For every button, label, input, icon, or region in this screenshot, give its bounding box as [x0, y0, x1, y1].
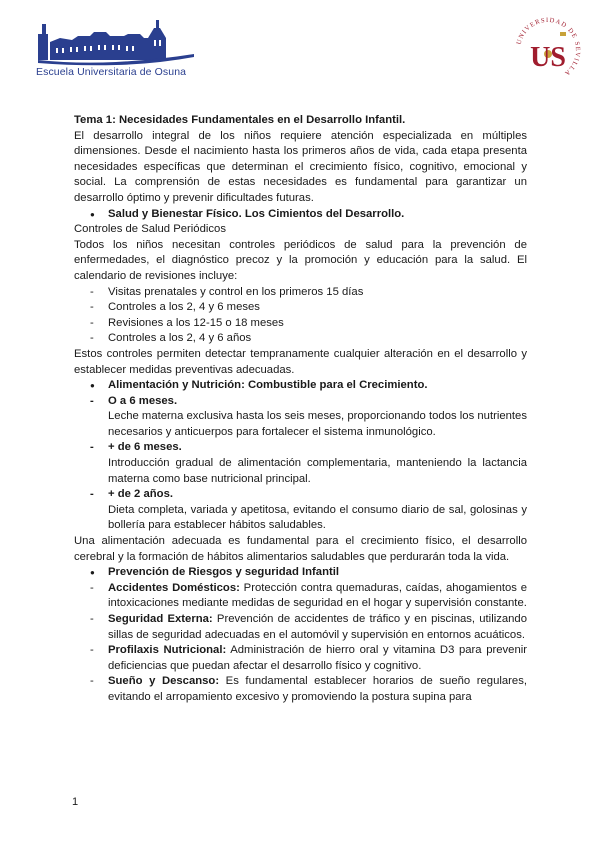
section-heading-alimentacion: ● Alimentación y Nutrición: Combustible para el Crecimiento.: [74, 378, 527, 394]
list-item: - Controles a los 2, 4 y 6 meses: [74, 300, 527, 316]
list-item: [74, 581, 527, 612]
paragraph-controles-closing: Estos controles permiten detectar tempranamente cualquier alteración en el desarrollo y establecer medidas preventivas adecuadas.: [74, 347, 527, 376]
section-heading-prevencion: ● Prevención de Riesgos y seguridad Infantil: [74, 565, 527, 581]
list-item-label: - O a 6 meses.: [74, 394, 527, 410]
list-item-label: Profilaxis Nutricional:: [108, 644, 227, 657]
list-item-label: Sueño y Descanso:: [108, 675, 220, 688]
list-item-label: Accidentes Domésticos:: [108, 581, 240, 594]
document-body: [74, 113, 527, 706]
list-item-text: Es fundamental establecer horarios de sueño regulares, evitando el arropamiento excesivo y promoviendo la postura supina para: [108, 675, 527, 703]
list-item: - Visitas prenatales y control en los primeros 15 días: [74, 285, 527, 301]
svg-text:UNIVERSIDAD DE SEVILLA: UNIVERSIDAD DE SEVILLA: [515, 16, 582, 78]
subheading-controles: Controles de Salud Periódicos: [74, 223, 226, 236]
list-item-text: Dieta completa, variada y apetitosa, evitando el consumo diario de sal, golosinas y bollería para establecer hábitos saludables.: [108, 503, 527, 532]
list-item-text: Prevención de accidentes de tráfico y en piscinas, utilizando sillas de seguridad adecuadas en el automóvil y supervisión en entornos acuáticos.: [108, 613, 527, 641]
paragraph-alimentacion-closing: Una alimentación adecuada es fundamental para el crecimiento físico, el desarrollo cerebral y la formación de hábitos alimentarios saludables que perdurarán toda la vida.: [74, 535, 527, 563]
page-title: Tema 1: Necesidades Fundamentales en el Desarrollo Infantil.: [74, 114, 406, 126]
intro-paragraph: El desarrollo integral de los niños requiere atención especializada en múltiples dimensiones. Desde el nacimiento hasta los primeros años de vida, cada etapa presenta necesidades específicas que determinan el crecimiento físico, cognitivo, emocional y social. La comprensión de estas necesidades es fundamental para garantizar un desarrollo óptimo y prevenir dificultades futuras.: [74, 129, 527, 204]
list-item: - Controles a los 2, 4 y 6 años: [74, 331, 527, 347]
building-logo-icon: [36, 14, 196, 66]
list-item-label: Seguridad Externa:: [108, 613, 213, 625]
page-number: 1: [72, 796, 79, 808]
list-item: [74, 612, 527, 643]
list-item-text: Administración de hierro oral y vitamina D3 para prevenir deficiencias que puedan afectar el desarrollo físico y cognitivo.: [108, 644, 528, 672]
logo-caption: Escuela Universitaria de Osuna: [36, 66, 187, 78]
page-header: [0, 0, 600, 100]
us-monogram: US: [530, 42, 566, 73]
list-item-label: - + de 2 años.: [74, 487, 527, 503]
paragraph-controles: Todos los niños necesitan controles periódicos de salud para la prevención de enfermedades, el diagnóstico precoz y la promoción y educación para la salud. El calendario de revisiones incluye:: [74, 238, 527, 282]
list-item-label: - + de 6 meses.: [74, 440, 527, 456]
list-item: [74, 643, 527, 674]
section-heading-salud: ● Salud y Bienestar Físico. Los Cimientos del Desarrollo.: [74, 207, 527, 223]
escuela-osuna-logo: [36, 14, 196, 80]
list-item: - Revisiones a los 12-15 o 18 meses: [74, 316, 527, 332]
list-item-text: Introducción gradual de alimentación complementaria, manteniendo la lactancia materna como base nutricional principal.: [108, 457, 527, 485]
list-item-text: Protección contra quemaduras, caídas, ahogamientos e intoxicaciones mediante medidas de seguridad en el hogar y supervisión constante.: [108, 581, 528, 610]
universidad-sevilla-logo: [512, 14, 584, 86]
list-item: [74, 674, 527, 705]
list-item-text: Leche materna exclusiva hasta los seis meses, proporcionando todos los nutrientes necesarios y anticuerpos para fortalecer el sistema inmunológico.: [108, 410, 527, 438]
seal-icon: [512, 14, 584, 86]
